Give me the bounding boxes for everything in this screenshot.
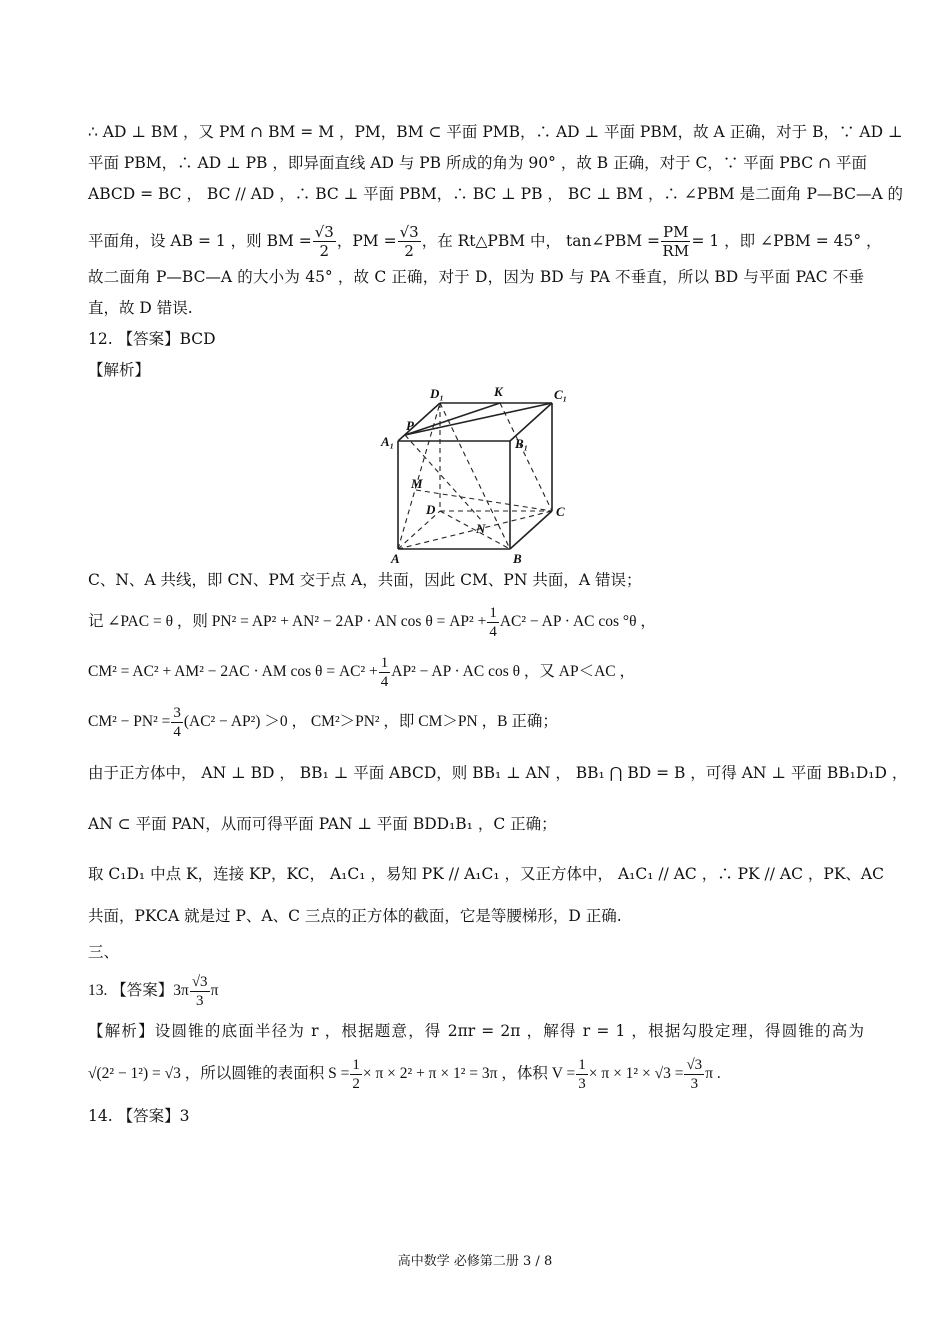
text-segment: AC² − AP · AC cos °θ ， xyxy=(499,613,656,630)
q12-analysis-label: 【解析】 xyxy=(88,361,151,379)
edge-a1-d1 xyxy=(398,403,440,441)
hidden-segment-d-b xyxy=(440,511,510,549)
denominator: 4 xyxy=(489,623,497,640)
solution-11-line-6: 直，故 D 错误. xyxy=(88,299,193,317)
hidden-segment-k-c xyxy=(500,403,552,511)
q12-paragraph-5: 由于正方体中， AN ⊥ BD ， BB₁ ⊥ 平面 ABCD，则 BB₁ ⊥ AN ， BB₁ ⋂ BD = B ，可得 AN ⊥ 平面 BB₁D₁D ， xyxy=(88,764,908,782)
fraction-sqrt3-over-2 xyxy=(313,223,336,260)
numerator: √3 xyxy=(399,222,419,241)
label-p: P xyxy=(406,418,414,433)
cube-figure xyxy=(378,382,574,568)
numerator: √3 xyxy=(686,1056,703,1073)
fraction-one-third xyxy=(576,1056,588,1093)
solution-11-line-4 xyxy=(88,215,882,267)
text-segment: ，PM = xyxy=(336,232,397,250)
q12-paragraph-6: AN ⊂ 平面 PAN，从而可得平面 PAN ⊥ 平面 BDD₁B₁ ，C 正确； xyxy=(88,815,557,833)
denominator: RM xyxy=(662,241,690,260)
text-segment: π . xyxy=(705,1065,721,1082)
q14-answer: 14. 【答案】3 xyxy=(88,1107,190,1125)
text-segment: × π × 1² × √3 = xyxy=(588,1065,684,1082)
q12-paragraph-3 xyxy=(88,650,635,694)
fraction-sqrt3-over-3 xyxy=(190,973,210,1010)
q12-paragraph-4 xyxy=(88,700,558,744)
denominator: 3 xyxy=(195,992,204,1009)
fraction-one-half xyxy=(350,1056,362,1093)
q12-paragraph-1: C、N、A 共线，即 CN、PM 交于点 A，共面，因此 CM、PN 共面，A 错误； xyxy=(88,571,642,589)
label-b: B xyxy=(513,551,522,566)
q12-paragraph-2 xyxy=(88,600,656,644)
text-segment: 平面角，设 AB = 1 ，则 BM = xyxy=(88,232,312,250)
q12-paragraph-7: 取 C₁D₁ 中点 K，连接 KP，KC， A₁C₁ ，易知 PK // A₁C₁ ，又正方体中， A₁C₁ // AC ，∴ PK // AC ，PK、AC xyxy=(88,865,884,883)
fraction-one-quarter xyxy=(487,604,499,641)
fraction-sqrt3-over-2 xyxy=(398,223,421,260)
text-segment: (AC² − AP²) ＞0 ， CM²＞PN² ，即 CM＞PN ，B 正确； xyxy=(183,713,558,730)
text-segment: CM² − PN² = xyxy=(88,713,171,730)
denominator: 3 xyxy=(578,1075,586,1092)
q13-answer xyxy=(88,966,218,1016)
numerator: 1 xyxy=(352,1056,360,1073)
label-c: C xyxy=(556,504,565,519)
q13-analysis-line-1: 【解析】设圆锥的底面半径为 r ，根据题意，得 2πr = 2π ，解得 r = 1 ，根据勾股定理，得圆锥的高为 xyxy=(88,1022,864,1040)
denominator: 4 xyxy=(380,673,389,690)
text-segment: 记 ∠PAC = θ ，则 PN² = AP² + AN² − 2AP · AN cos θ = AP² + xyxy=(88,613,487,630)
denominator: 2 xyxy=(319,241,330,260)
numerator: √3 xyxy=(314,222,334,241)
text-segment: × π × 2² + π × 1² = 3π ，体积 V = xyxy=(362,1065,576,1082)
label-c1: C₁ xyxy=(554,387,568,402)
fraction-one-quarter xyxy=(379,654,391,691)
denominator: 4 xyxy=(173,723,181,740)
text-segment: CM² = AC² + AM² − 2AC · AM cos θ = AC² + xyxy=(88,663,378,680)
label-d1: D₁ xyxy=(430,386,444,401)
numerator: 1 xyxy=(578,1056,586,1073)
solution-11-line-5: 故二面角 P—BC—A 的大小为 45° ，故 C 正确，对于 D，因为 BD 与 PA 不垂直，所以 BD 与平面 PAC 不垂 xyxy=(88,268,864,286)
text-segment: √(2² − 1²) = √3 ，所以圆锥的表面积 S = xyxy=(88,1065,350,1082)
denominator: 2 xyxy=(352,1075,360,1092)
text-segment: = 1 ，即 ∠PBM = 45° ， xyxy=(691,232,882,250)
q13-analysis-line-2 xyxy=(88,1050,721,1098)
label-d: D xyxy=(426,502,436,517)
label-b1: B₁ xyxy=(515,436,529,451)
label-n: N xyxy=(476,521,486,536)
numerator: √3 xyxy=(191,973,208,990)
label-a1: A₁ xyxy=(381,434,395,449)
q12-answer: 12. 【答案】BCD xyxy=(88,330,216,348)
label-k: K xyxy=(494,384,503,399)
q12-paragraph-8: 共面，PKCA 就是过 P、A、C 三点的正方体的截面，它是等腰梯形，D 正确. xyxy=(88,907,622,925)
numerator: PM xyxy=(663,222,689,241)
section-three-heading: 三、 xyxy=(88,943,120,961)
text-segment: AP² − AP · AC cos θ ，又 AP＜AC ， xyxy=(391,663,636,680)
text-segment: ，在 Rt△PBM 中， tan∠PBM = xyxy=(421,232,661,250)
fraction-sqrt3-over-3 xyxy=(684,1056,704,1093)
text-segment: 13. 【答案】3π xyxy=(88,982,189,999)
numerator: 1 xyxy=(380,654,389,671)
denominator: 2 xyxy=(404,241,414,260)
numerator: 1 xyxy=(489,604,497,621)
segment-p-c1 xyxy=(405,403,552,435)
label-a: A xyxy=(391,551,400,566)
solution-11-line-2: 平面 PBM，∴ AD ⊥ PB ，即异面直线 AD 与 PB 所成的角为 90° ，故 B 正确，对于 C，∵ 平面 PBC ∩ 平面 xyxy=(88,154,868,172)
hidden-segment-m-c xyxy=(416,490,552,511)
text-segment: π xyxy=(210,982,219,999)
numerator: 3 xyxy=(173,704,181,721)
solution-11-line-3: ABCD = BC ， BC // AD ，∴ BC ⊥ 平面 PBM，∴ BC ⊥ PB ， BC ⊥ BM ，∴ ∠PBM 是二面角 P—BC—A 的 xyxy=(88,185,904,203)
label-m: M xyxy=(411,476,423,491)
fraction-three-quarters xyxy=(171,704,183,741)
solution-11-line-1: ∴ AD ⊥ BM ，又 PM ∩ BM = M ，PM，BM ⊂ 平面 PMB，∴ AD ⊥ 平面 PBM，故 A 正确，对于 B，∵ AD ⊥ xyxy=(88,123,903,141)
fraction-pm-over-rm xyxy=(661,223,690,260)
page-footer: 高中数学 必修第二册 3 / 8 xyxy=(397,1254,553,1269)
denominator: 3 xyxy=(690,1075,699,1092)
